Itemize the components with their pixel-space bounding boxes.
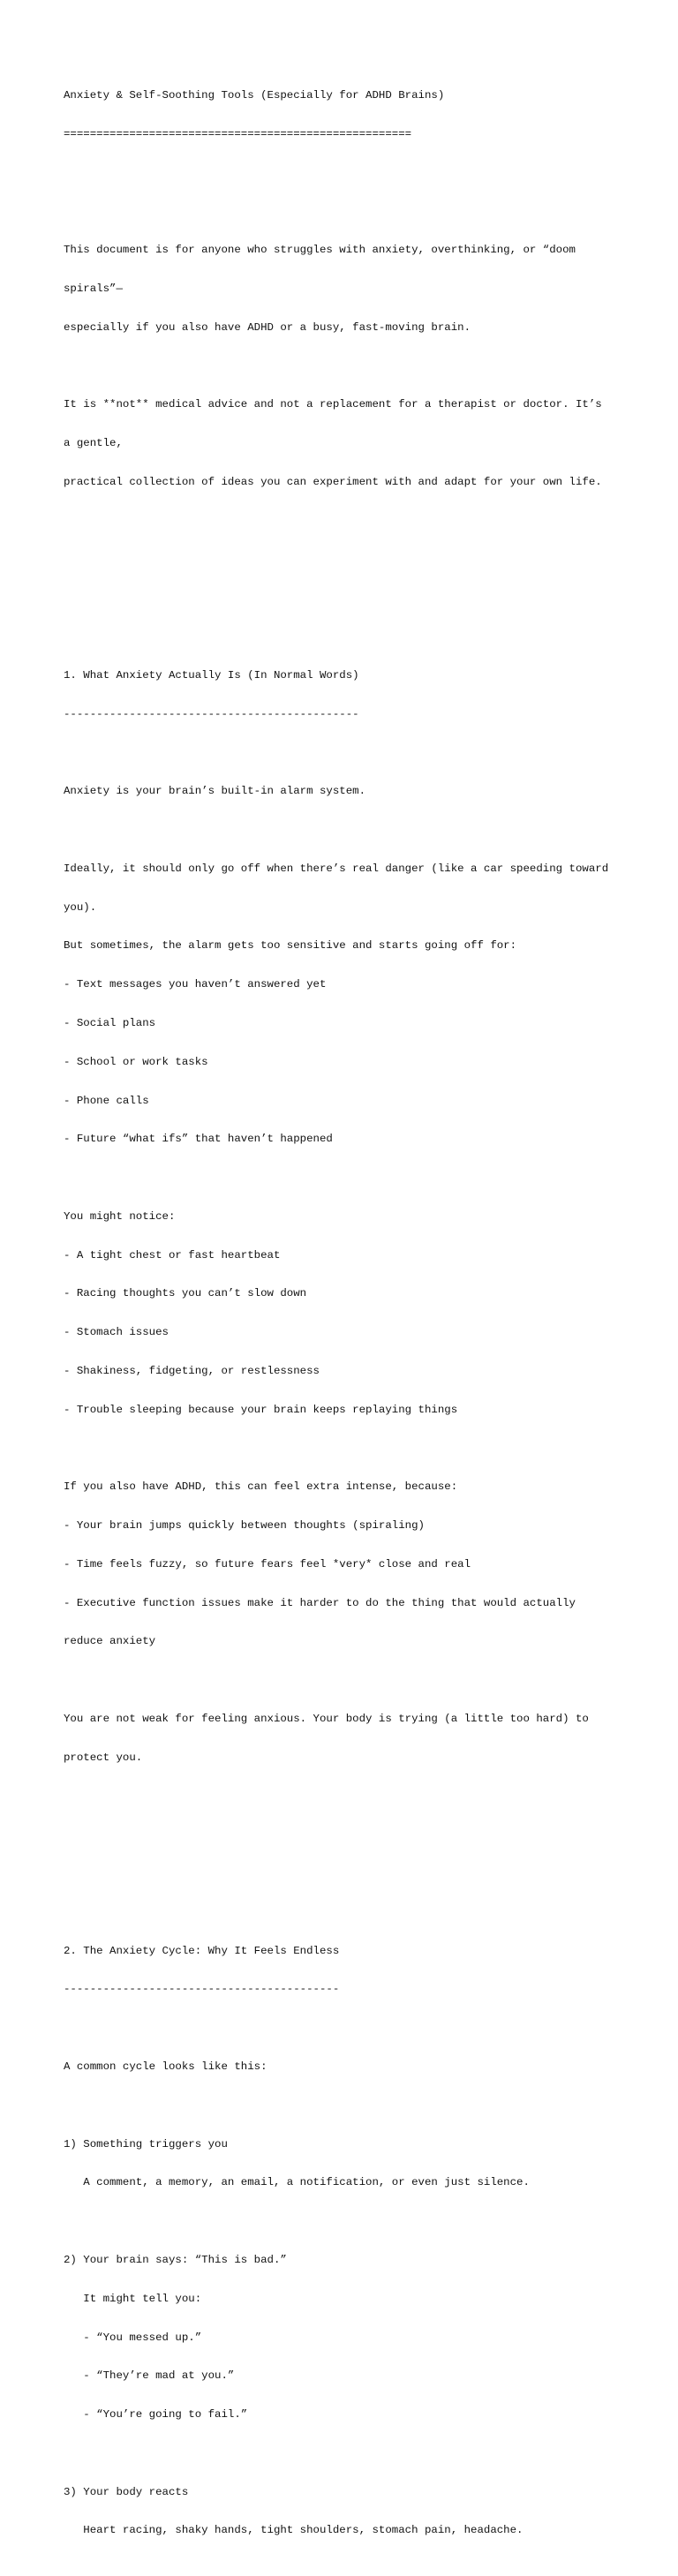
blank-line (64, 591, 637, 605)
intro-line (64, 360, 637, 373)
body-line: Heart racing, shaky hands, tight shoulders, stomach pain, headache. (64, 2524, 524, 2537)
body-line: 2) Your brain says: “This is bad.” (64, 2253, 287, 2266)
intro-line: especially if you also have ADHD or a busy, fast-moving brain. (64, 320, 471, 334)
body-line: If you also have ADHD, this can feel extra intense, because: (64, 1480, 458, 1494)
body-line: - Executive function issues make it harder to do the thing that would actually (64, 1596, 576, 1609)
intro-block (64, 218, 637, 515)
body-line: - Racing thoughts you can’t slow down (64, 1287, 307, 1300)
blank-line (64, 2022, 637, 2035)
body-line: - A tight chest or fast heartbeat (64, 1248, 281, 1262)
body-line: But sometimes, the alarm gets too sensitive and starts going off for: (64, 939, 517, 953)
intro-line: This document is for anyone who struggles with anxiety, overthinking, or “doom (64, 244, 576, 257)
blank-line (64, 1828, 637, 1842)
body-line: A comment, a memory, an email, a notification, or even just silence. (64, 2176, 530, 2189)
section-underline: ------------------------------------------ (64, 1983, 340, 1996)
body-line: - School or work tasks (64, 1055, 208, 1068)
body-line (64, 824, 637, 837)
intro-line: It is **not** medical advice and not a replacement for a therapist or doctor. It’s (64, 398, 602, 411)
body-line: You might notice: (64, 1209, 176, 1223)
body-line: You are not weak for feeling anxious. Your body is trying (a little too hard) to (64, 1713, 589, 1725)
body-line: reduce anxiety (64, 1635, 156, 1648)
body-line: Ideally, it should only go off when there’s real danger (like a car speeding toward (64, 862, 609, 875)
section-2 (64, 1919, 637, 2564)
section-underline: --------------------------------------------- (64, 707, 359, 720)
body-line (64, 1171, 637, 1185)
document-title: Anxiety & Self-Soothing Tools (Especially for ADHD Brains) (64, 89, 445, 102)
body-line (64, 2447, 637, 2460)
blank-line (64, 746, 637, 759)
body-line: - “You messed up.” (64, 2331, 202, 2344)
body-line: - Stomach issues (64, 1326, 169, 1339)
body-line: 3) Your body reacts (64, 2485, 189, 2498)
body-line: - Your brain jumps quickly between thoughts (spiraling) (64, 1519, 425, 1533)
body-line: It might tell you: (64, 2292, 202, 2305)
body-line: - Trouble sleeping because your brain keeps replaying things (64, 1403, 458, 1416)
body-line: A common cycle looks like this: (64, 2060, 267, 2074)
body-line: 1) Something triggers you (64, 2137, 228, 2150)
intro-line: practical collection of ideas you can experiment with and adapt for your own life. (64, 476, 602, 488)
body-line: protect you. (64, 1751, 143, 1764)
body-line: - Future “what ifs” that haven’t happened (64, 1133, 333, 1146)
blank-line (64, 167, 637, 180)
section-1 (64, 644, 637, 1790)
body-line: - Phone calls (64, 1094, 149, 1107)
body-line (64, 1674, 637, 1687)
document-page (64, 64, 637, 2576)
body-line: Anxiety is your brain’s built-in alarm system. (64, 785, 366, 798)
body-line: - Time feels fuzzy, so future fears feel *very* close and real (64, 1557, 471, 1570)
body-line (64, 2099, 637, 2113)
body-line: you). (64, 900, 97, 914)
section-heading: 1. What Anxiety Actually Is (In Normal Words) (64, 668, 359, 682)
blank-line (64, 1867, 637, 1880)
body-line: - Social plans (64, 1016, 156, 1029)
body-line (64, 2215, 637, 2228)
body-line: - “You’re going to fail.” (64, 2408, 248, 2422)
intro-line: a gentle, (64, 437, 123, 450)
blank-line (64, 554, 637, 567)
body-line (64, 1442, 637, 1456)
section-heading: 2. The Anxiety Cycle: Why It Feels Endless (64, 1944, 340, 1957)
body-line: - “They’re mad at you.” (64, 2369, 235, 2383)
intro-line: spirals”— (64, 282, 123, 296)
body-line: - Shakiness, fidgeting, or restlessness (64, 1364, 320, 1377)
body-line: - Text messages you haven’t answered yet (64, 978, 327, 991)
title-underline: ===================================================== (64, 127, 412, 140)
